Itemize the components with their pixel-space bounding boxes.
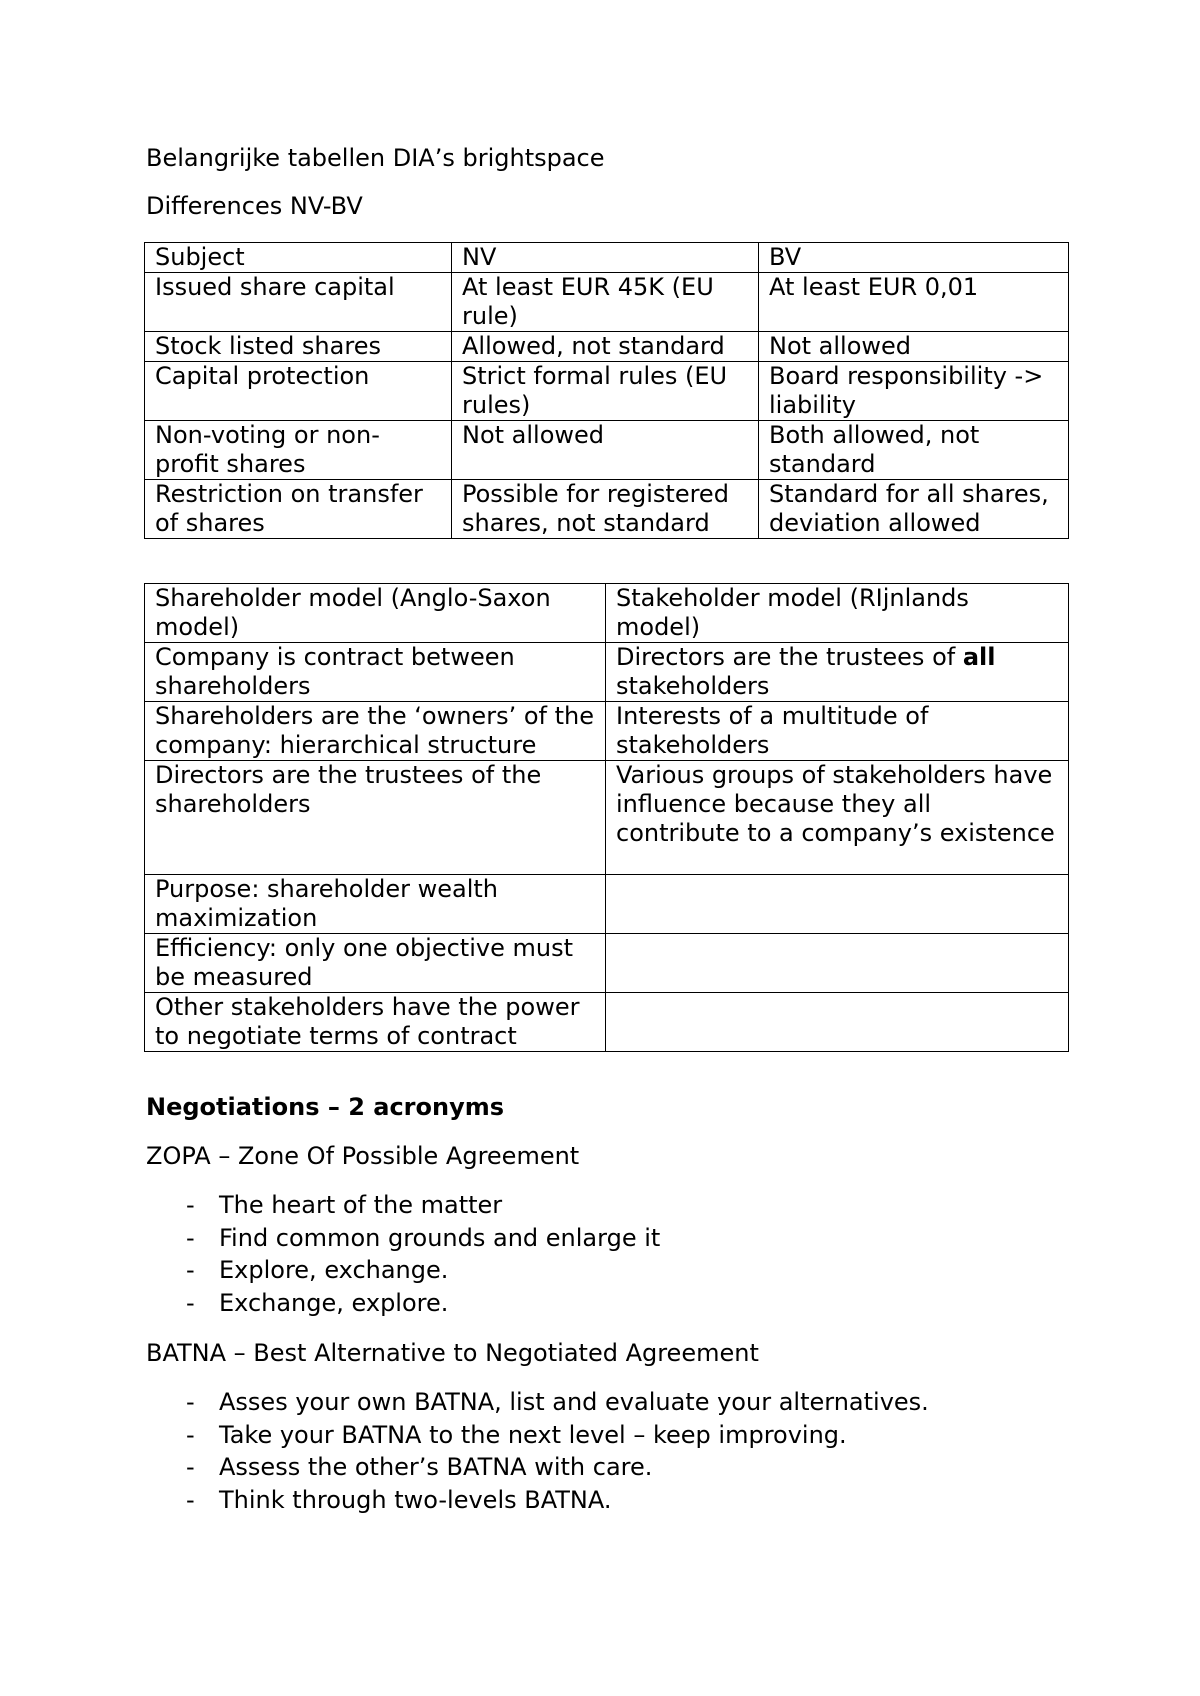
cell-text: Directors are the trustees of: [616, 643, 963, 671]
zopa-list: [146, 1191, 660, 1321]
cell-text: stakeholders: [616, 672, 770, 700]
table-cell: Non-voting or non-profit shares: [145, 421, 452, 480]
list-item-text: Think through two-levels BATNA.: [219, 1485, 612, 1514]
table-row: [145, 993, 1069, 1052]
table-cell: Not allowed: [452, 421, 759, 480]
section-heading-nv-bv: Differences NV-BV: [146, 192, 363, 220]
list-item: [146, 1453, 929, 1486]
table-cell: Restriction on transfer of shares: [145, 480, 452, 539]
table-row: [145, 273, 1069, 332]
table-cell: Issued share capital: [145, 273, 452, 332]
table-cell: Stock listed shares: [145, 332, 452, 362]
table-row: [145, 761, 1069, 875]
table-cell: [606, 875, 1069, 934]
batna-title: BATNA – Best Alternative to Negotiated Agreement: [146, 1339, 759, 1367]
table-cell: [606, 993, 1069, 1052]
list-item-text: Assess the other’s BATNA with care.: [219, 1453, 653, 1481]
table-cell: At least EUR 0,01: [759, 273, 1069, 332]
table-row: [145, 421, 1069, 480]
dash-bullet: -: [186, 1256, 195, 1284]
table-cell: Various groups of stakeholders have influence because they all contribute to a company’s existence: [606, 761, 1069, 875]
nv-bv-table: [144, 242, 1069, 539]
list-item-text: Take your BATNA to the next level – keep improving.: [219, 1420, 847, 1449]
dash-bullet: -: [186, 1223, 195, 1252]
table-cell: [606, 643, 1069, 702]
table-row: [145, 875, 1069, 934]
table-row: [145, 934, 1069, 993]
negotiations-heading: Negotiations – 2 acronyms: [146, 1093, 505, 1121]
list-item: [146, 1388, 929, 1421]
table-cell: Capital protection: [145, 362, 452, 421]
list-item-text: Explore, exchange.: [219, 1256, 449, 1284]
table-cell: Directors are the trustees of the shareholders: [145, 761, 606, 875]
list-item: [146, 1421, 929, 1454]
table-cell: Purpose: shareholder wealth maximization: [145, 875, 606, 934]
table-cell: Board responsibility -> liability: [759, 362, 1069, 421]
table-header-cell: Subject: [145, 243, 452, 273]
list-item: [146, 1256, 660, 1289]
table-cell: At least EUR 45K (EU rule): [452, 273, 759, 332]
list-item: [146, 1486, 929, 1519]
dash-bullet: -: [186, 1420, 195, 1449]
table-cell: Not allowed: [759, 332, 1069, 362]
dash-bullet: -: [186, 1388, 195, 1416]
table-cell: Strict formal rules (EU rules): [452, 362, 759, 421]
table-header-cell: NV: [452, 243, 759, 273]
batna-list: [146, 1388, 929, 1518]
table-cell: Efficiency: only one objective must be measured: [145, 934, 606, 993]
table-cell: Possible for registered shares, not standard: [452, 480, 759, 539]
table-row: [145, 643, 1069, 702]
table-cell: Allowed, not standard: [452, 332, 759, 362]
dash-bullet: -: [186, 1485, 195, 1514]
table-cell: Standard for all shares, deviation allowed: [759, 480, 1069, 539]
emphasis-text: all: [962, 643, 996, 671]
table-cell: Both allowed, not standard: [759, 421, 1069, 480]
table-header-row: [145, 584, 1069, 643]
table-row: [145, 332, 1069, 362]
table-header-cell: BV: [759, 243, 1069, 273]
shareholder-stakeholder-table: [144, 583, 1069, 1052]
table-header-cell: Shareholder model (Anglo-Saxon model): [145, 584, 606, 643]
list-item-text: Find common grounds and enlarge it: [219, 1223, 661, 1252]
list-item-text: The heart of the matter: [219, 1191, 503, 1219]
table-cell: Interests of a multitude of stakeholders: [606, 702, 1069, 761]
table-cell: Company is contract between shareholders: [145, 643, 606, 702]
list-item: [146, 1289, 660, 1322]
table-row: [145, 362, 1069, 421]
document-title: Belangrijke tabellen DIA’s brightspace: [146, 144, 605, 172]
table-row: [145, 480, 1069, 539]
list-item: [146, 1224, 660, 1257]
list-item-text: Exchange, explore.: [219, 1288, 449, 1317]
list-item: [146, 1191, 660, 1224]
dash-bullet: -: [186, 1288, 195, 1317]
table-header-row: [145, 243, 1069, 273]
table-row: [145, 702, 1069, 761]
table-cell: Other stakeholders have the power to negotiate terms of contract: [145, 993, 606, 1052]
table-cell: Shareholders are the ‘owners’ of the company: hierarchical structure: [145, 702, 606, 761]
dash-bullet: -: [186, 1453, 195, 1481]
table-cell: [606, 934, 1069, 993]
zopa-title: ZOPA – Zone Of Possible Agreement: [146, 1142, 580, 1170]
list-item-text: Asses your own BATNA, list and evaluate your alternatives.: [219, 1388, 929, 1416]
dash-bullet: -: [186, 1191, 195, 1219]
table-header-cell: Stakeholder model (RIjnlands model): [606, 584, 1069, 643]
